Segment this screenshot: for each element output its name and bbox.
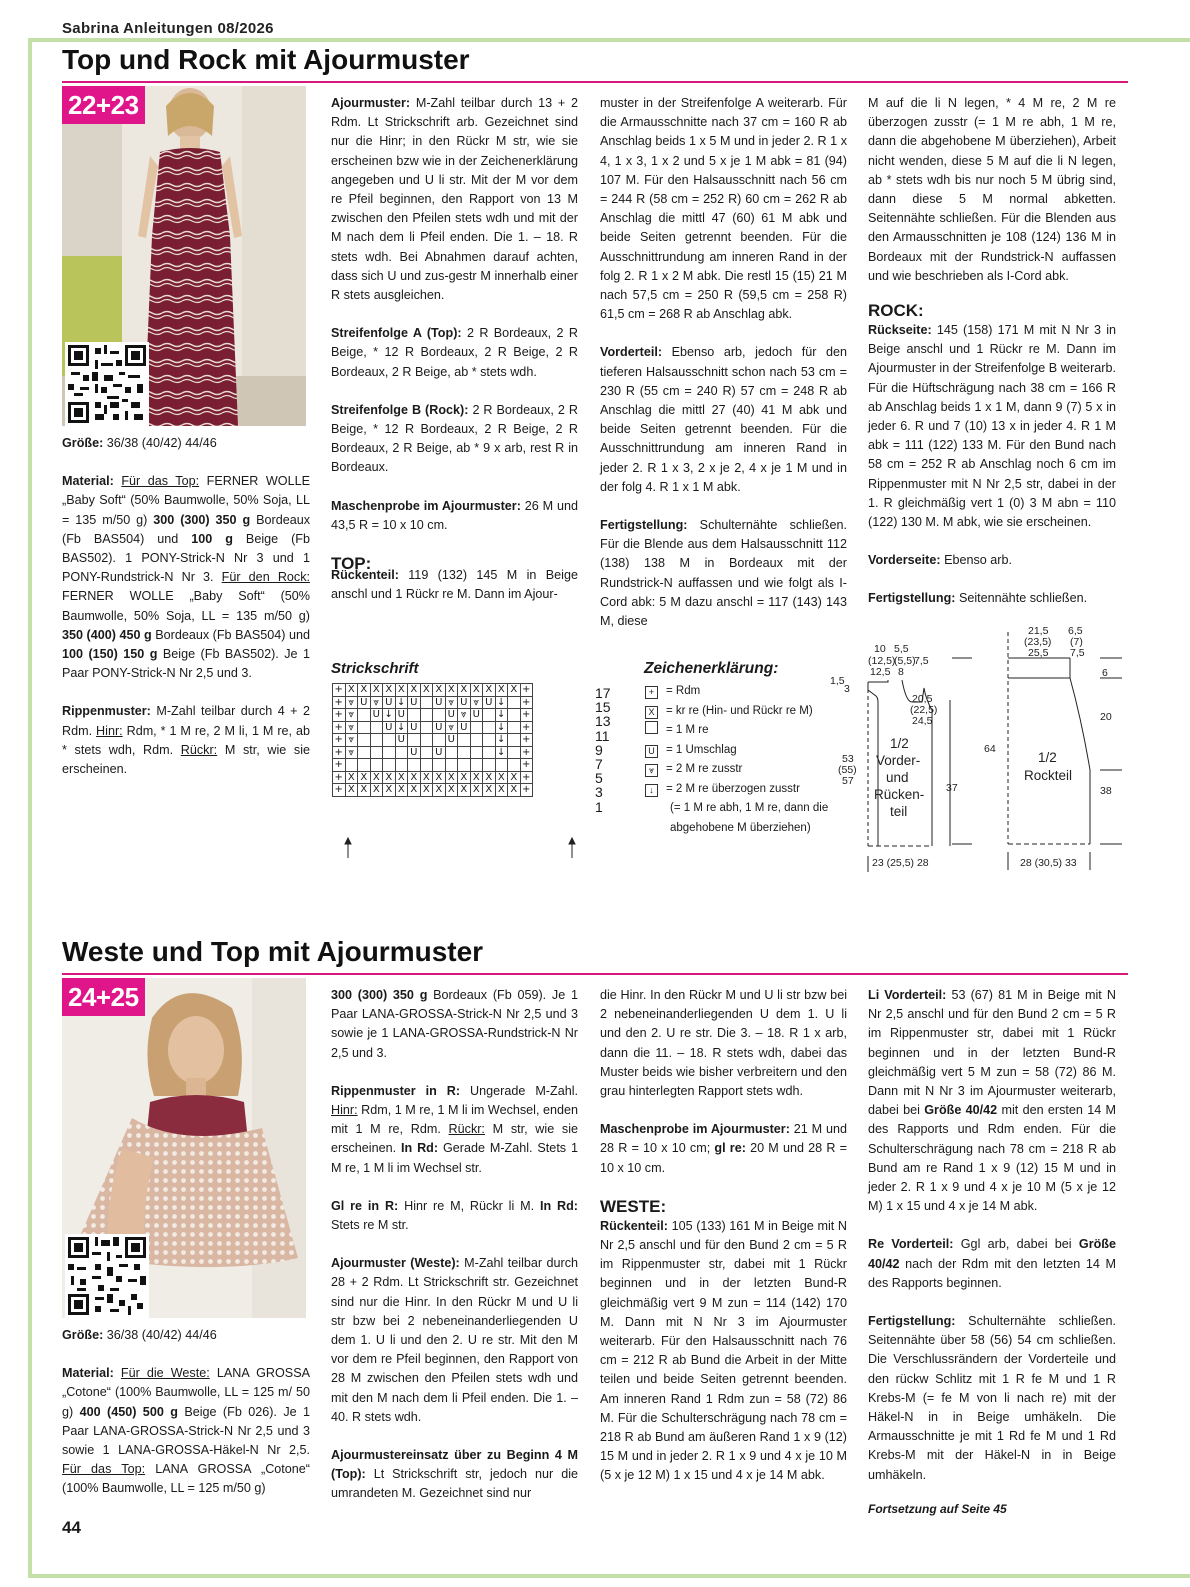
ajour-text: M-Zahl teilbar durch 13 + 2 Rdm. Lt Strickschrift arb. Gezeichnet sind nur die Hinr; in den Rückr M str, wie sie erscheinen bzw wie in der Zeichenerklärung angegeben und U li str. Mit der M vor dem re Pfeil beginnen, den Rapport von 13 M zwischen den Pfeilen stets wdh und mit der M nach dem li Pfeil enden. Die 1. – 18. R stets wdh. Bei Abnahmen darauf achten, dass sich U und zus-gestr M innerhalb einer R stets ausgleichen. xyxy=(331,96,578,303)
li-vorder-text1: 53 (67) 81 M in Beige mit N Nr 2,5 anschl und für den Bund 2 cm = 5 R im Rippenmuster str, dabei mit 1 Rückr beginnen und in der letzten Bund-R gleichmäßig vert 5 M zun = 58 (72) 86 M. Dann mit N Nr 3 im Ajourmuster weiterarb, dabei bei xyxy=(868,988,1116,1118)
zeichen-title: Zeichenerklärung: xyxy=(644,660,779,677)
m-3: 3 xyxy=(844,683,850,695)
legend-item xyxy=(645,741,828,761)
maschenprobe-label: Maschenprobe im Ajourmuster: xyxy=(331,498,521,513)
top-label-1: 1/2 xyxy=(890,736,909,751)
re-vorder-text2: nach der Rdm mit den letzten 14 M des Rapports beginnen. xyxy=(868,1256,1116,1290)
material-top2-text: LANA GROSSA „Cotone“ (100% Baumwolle, LL = 125 m/50 g) xyxy=(62,1462,311,1496)
legend-item xyxy=(645,702,828,722)
rippen-hinr: Hinr: xyxy=(96,723,123,738)
top-bottom-measure: 23 (25,5) 28 xyxy=(872,857,929,869)
rueckenteil2-text: 105 (133) 161 M in Beige mit N Nr 2,5 anschl und für den Bund 2 cm = 5 R im Rippenmuster str, dabei mit 1 Rückr beginnen und in der letzten Bund-R gleichmäßig vert 9 M zun = 114 (142) 170 M. Dann mit N Nr 3 im Ajourmuster weiterarb. Für den Halsausschnitt nach 76 cm = 212 R ab Bund die Arbeit in der Mitte teilen und beide Seiten getrennt beenden. Am inneren Rand 1 Rdm zun = 58 (72) 86 M. Für die Schulterschrägung nach 78 cm = 218 R ab Bund am äußeren Rand 1 x 9 (12) 15 M und in jeder 2. R 1 x 9 und 4 x je 10 M (5 x je 12 M) 1 x 15 und 4 x je 14 M abk. xyxy=(600,1218,847,1483)
streifen-b-text: 2 R Bordeaux, 2 R Beige, * 12 R Bordeaux, 2 R Beige, 2 R Bordeaux, 2 R Beige, ab * 9 x arb, rest R in Bordeaux. xyxy=(331,402,579,475)
legend-symbol: + xyxy=(645,686,658,699)
section2-col1 xyxy=(62,1326,310,1518)
rock-heading: ROCK: xyxy=(868,301,924,321)
material-top2-label: Für das Top: xyxy=(62,1462,146,1477)
rippen2-text1: Ungerade M-Zahl. xyxy=(470,1083,579,1098)
material-rock-text3: Beige (Fb BAS502). Je 1 Paar PONY-Strick-N Nr 2,5 und 3. xyxy=(62,647,310,681)
material-top-text: FERNER WOLLE „Baby Soft“ (50% Baumwolle, 50% Soja, LL = 135 m/50 g) xyxy=(62,474,311,527)
material-top-text3: Beige (Fb BAS502). 1 PONY-Strick-N Nr 3 und 1 PONY-Rundstrick-N Nr 3. xyxy=(62,531,310,585)
material-top-amount: 300 (300) 350 g xyxy=(153,512,251,527)
top-label-4: Rücken- xyxy=(874,787,925,802)
legend-list xyxy=(645,682,828,838)
groesse-label: Größe: xyxy=(62,436,104,450)
section2-title: Weste und Top mit Ajourmuster xyxy=(62,936,484,967)
section1-badge: 22+23 xyxy=(62,86,145,124)
fertig-top-label: Fertigstellung: xyxy=(600,518,688,533)
material-rock-amount2: 100 (150) 150 g xyxy=(62,647,158,662)
material-weste-text2: Beige (Fb 026). Je 1 Paar LANA-GROSSA-Strick-N Nr 2,5 und 3 sowie 1 LANA-GROSSA-Häkel-N Nr 2,5. xyxy=(62,1404,311,1458)
section1-rule xyxy=(62,81,1128,83)
fertig-rock-label: Fertigstellung: xyxy=(868,591,956,606)
re-vorder-label: Re Vorderteil: xyxy=(868,1237,954,1252)
m-255: 25,5 xyxy=(1028,647,1049,659)
section1-photo xyxy=(62,86,306,426)
rippen-rueckr: Rückr: xyxy=(180,742,218,757)
row-number: 11 xyxy=(595,727,610,744)
legend-text: = 1 M re xyxy=(666,724,709,736)
section1-rueckenteil-start: Rückenteil: 119 (132) 145 M in Beige anschl und 1 Rückr re M. Dann im Ajour- xyxy=(331,568,578,602)
rueckenteil-label: Rückenteil: xyxy=(331,568,399,582)
material-top-text2: Bordeaux (Fb BAS504) und xyxy=(62,512,311,546)
rippen2-label: Rippenmuster in R: xyxy=(331,1083,461,1098)
maschenprobe2-label: Maschenprobe im Ajourmuster: xyxy=(600,1122,790,1137)
section2-col3: die Hinr. In den Rückr M und U li str bzw bei 2 nebeneinanderliegenden U dem 1. U li und den 2. U re str. Die 3. – 18. R 1 x arb, dann die 11. – 18. R stets wdh, dabei das Muster beids wie bisher verbreitern und den grau hinterlegten Rapport stets wdh. Maschenprobe im Ajourmuster: 21 M und 28 R = 10 x 10 cm; gl re: 20 M und 28 R = 10 x 10 cm. WESTE: Rückenteil: 105 (133) 161 M in Beige mit N Nr 2,5 anschl und für den Bund 2 cm = 5 R im Rippenmuster str, dabei mit 1 Rückr beginnen und in der letzten Bund-R gleichmäßig vert 9 M zun = 114 (142) 170 M. Dann mit N Nr 3 im Ajourmuster weiterarb. Für den Halsausschnitt nach 76 cm = 212 R ab Bund die Arbeit in der Mitte teilen und beide Seiten getrennt beenden. Am inneren Rand 1 Rdm zun = 58 (72) 86 M. Für die Schulterschrägung nach 78 cm = 218 R ab Bund am äußeren Rand 1 x 9 (12) 15 M und in jeder 2. R 1 x 9 und 4 x je 10 M (5 x je 12 M) 1 x 15 und 4 x je 14 M abk. xyxy=(600,988,848,1483)
streifen-b-label: Streifenfolge B (Rock): xyxy=(331,402,469,417)
legend-symbol xyxy=(645,721,658,734)
li-vorder-size: Größe 40/42 xyxy=(924,1103,998,1118)
rippen2-rueckr: Rückr: xyxy=(448,1122,485,1137)
material-top-label: Für das Top: xyxy=(121,474,200,489)
section1-col4: M auf die li N legen, * 4 M re, 2 M re überzogen zusstr (= 1 M re abh, 1 M re, dann die abgehobene M überziehen), Arbeit nicht wenden, diese 5 M auf die li N legen, ab * stets wdh bis nur noch 5 M übrig sind, dann diese 5 M normal abketten. Seitennähte schließen. Für die Blenden aus den Armausschnitten je 108 (124) 136 M in Bordeaux mit der Rundstrick-N auffassen und wie beschrieben als I-Cord abk. ROCK: Rückseite: 145 (158) 171 M mit N Nr 3 in Beige anschl und 1 Rückr re M. Dann im Ajourmuster in der Streifenfolge B weiterarb. Für die Hüftschrägung nach 38 cm = 166 R ab Anschlag beids 1 x 1 M, dann 9 (7) 5 x in jeder 6. R und 7 (10) 13 x in jeder 4. R 1 M abk = 111 (122) 133 M. Für den Bund nach 58 cm = 252 R ab Anschlag noch 6 cm im Rippenmuster mit N Nr 2,5 str, dabei in der 1. R gleichmäßig vert 1 (0) 3 M abn = 110 (122) 130 M. M abk, wie sie erscheinen. Vorderseite: Ebenso arb. Fertigstellung: Seitennähte schließen. xyxy=(868,96,1116,606)
m-245: 24,5 xyxy=(912,715,933,727)
section1-col3: muster in der Streifenfolge A weiterarb. Für die Armausschnitte nach 37 cm = 160 R ab Anschlag beids 1 x 5 M und in jeder 2. R 1 x 4, 1 x 3, 1 x 2 und 5 x je 1 M abk = 81 (94) 107 M. Für den Halsausschnitt nach 56 cm = 244 R (58 cm = 252 R) 60 cm = 262 R ab Anschlag die mittl 47 (60) 61 M abk und beide Seiten getrennt beenden. Für die Ausschnittrundung am inneren Rand in der folg 2. R 1 x 2 M abk. Die restl 15 (15) 21 M nach 57,5 cm = 250 R (59,5 cm = 258 R) 61,5 cm = 268 R ab Anschlag abk. Vorderteil: Ebenso arb, jedoch für den tieferen Halsausschnitt schon nach 53 cm = 230 R (55 cm = 240 R) 57 cm = 248 R ab Anschlag die mittl 27 (40) 41 M abk und beide Seiten getrennt beenden. Für die Ausschnittrundung am inneren Rand in jeder 2. R 1 x 3, 2 x je 2, 4 x je 1 M und in der folg 4. R 1 x 1 M abk. Fertigstellung: Schulternähte schließen. Für die Blende aus dem Halsausschnitt 112 (138) 138 M in Bordeaux mit der Rundstrick-N auffassen und wie folgt als I-Cord abk: 5 M dazu anschl = 117 (143) 143 M, diese xyxy=(600,96,847,629)
section2-col2: 300 (300) 350 g Bordeaux (Fb 059). Je 1 Paar LANA-GROSSA-Strick-N Nr 2,5 und 3 sowie je 1 LANA-GROSSA-Rundstrick-N Nr 2,5 und 3. Rippenmuster in R: Ungerade M-Zahl. Hinr: Rdm, 1 M re, 1 M li im Wechsel, enden mit 1 M re, Rdm. Rückr: M str, wie sie erscheinen. In Rd: Gerade M-Zahl. Stets 1 M re, 1 M li im Wechsel str. Gl re in R: Hinr re M, Rückr li M. In Rd: Stets re M str. Ajourmuster (Weste): M-Zahl teilbar durch 28 + 2 Rdm. Lt Strickschrift str. Gezeichnet sind nur die Hinr. In den Rückr M und U li str bzw bei 2 nebeneinanderliegenden U dem 1. U li und den 2. U re str. Mit den M vor dem re Pfeil beginnen, den Rapport von 28 M zwischen den Pfeilen stets wdh und mit den M nach dem li Pfeil enden. Die 1. – 40. R stets wdh. Ajourmustereinsatz über zu Beginn 4 M (Top): Lt Strickschrift str, jedoch nur die umrandeten M. Gezeichnet sind nur xyxy=(331,988,579,1501)
section2-qr-code[interactable] xyxy=(65,1234,149,1318)
glre-rd-label: In Rd: xyxy=(539,1198,578,1213)
row-number: 7 xyxy=(595,756,603,773)
top-label-3: und xyxy=(886,770,909,785)
row-number: 15 xyxy=(595,699,611,716)
material-label: Material: xyxy=(62,474,114,489)
legend-note1: (= 1 M re abh, 1 M re, dann die xyxy=(670,802,829,814)
material2-label: Material: xyxy=(62,1366,114,1381)
material-rock-text2: Bordeaux (Fb BAS504) und xyxy=(155,627,311,642)
section1-col2 xyxy=(331,94,578,574)
material-rock-amount: 350 (400) 450 g xyxy=(62,627,152,642)
legend-text: = 1 Umschlag xyxy=(666,743,737,756)
rippen2-text2: Rdm, 1 M re, 1 M li im Wechsel, enden mit 1 M re, Rdm. xyxy=(331,1103,579,1137)
rippen-text2: Rdm, * 1 M re, 2 M li, 1 M re, ab * stets wdh, Rdm. xyxy=(62,723,310,757)
qr-code-icon xyxy=(68,1237,146,1315)
legend-item xyxy=(645,760,828,780)
m-125a: (12,5) xyxy=(868,655,896,667)
fertig2-label: Fertigstellung: xyxy=(868,1314,956,1329)
m-215: 21,5 xyxy=(1028,625,1049,637)
fertig-rock-text: Seitennähte schließen. xyxy=(958,591,1088,606)
rock-label-2: Rockteil xyxy=(1024,768,1073,783)
page-number: 44 xyxy=(62,1518,81,1537)
vorderteil-text: Ebenso arb, jedoch für den tieferen Halsausschnitt schon nach 53 cm = 230 R (55 cm = 240 R) 57 cm = 248 R ab Anschlag die mittl 27 (40) 41 M abk und beide Seiten getrennt beenden. Für die Ausschnittrundung am inneren Rand in jeder 2. R 1 x 3, 2 x je 2, 4 x je 1 M und in der folg 4. R 1 x 1 M abk. xyxy=(600,345,847,494)
vorderseite-label: Vorderseite: xyxy=(868,553,941,568)
legend-item xyxy=(645,780,828,800)
top-label-2: Vorder- xyxy=(876,753,921,768)
fertig2-text: Schulternähte schließen. Seitennähte über 58 (56) 54 cm schließen. Die Verschlussrändern der Vorderteile und den rückw Schlitz mit 1 R fe M und 1 R Krebs-M (= fe M von li nach re) mit der Häkel-N in in Beige umhäkeln. Die Armausschnitte je mit 1 Rd fe M und 1 Rd Krebs-M mit der Häkel-N in in Beige umhäkeln. xyxy=(868,1314,1116,1482)
groesse2-label: Größe: xyxy=(62,1328,104,1342)
arrow-up-icon xyxy=(345,838,351,844)
m-55a: 5,5 xyxy=(894,643,909,655)
m-55b: (5,5) xyxy=(894,655,916,667)
m-53: 53 xyxy=(842,753,854,765)
rippen2-text3: M str, wie sie erscheinen. xyxy=(331,1122,579,1156)
rock-label-1: 1/2 xyxy=(1038,750,1057,765)
material-rock-text: FERNER WOLLE „Baby Soft“ (50% Baumwolle, 50% Soja, LL = 135 m/50 g) xyxy=(62,589,310,623)
ajour2-text: M-Zahl teilbar durch 28 + 2 Rdm. Lt Strickschrift str. Gezeichnet sind nur die Hinr. In den Rückr M und U li str bzw bei 2 nebeneinanderliegenden U dem 1. U li und den 2. U re str. Mit den M vor dem re Pfeil beginnen, den Rapport von 28 M zwischen den Pfeilen stets wdh und mit den M nach dem li Pfeil enden. Die 1. – 40. R stets wdh. xyxy=(331,1256,578,1424)
m-38: 38 xyxy=(1100,785,1112,797)
m-125b: 12,5 xyxy=(870,666,891,678)
section1-title: Top und Rock mit Ajourmuster xyxy=(62,44,470,75)
section1-col1 xyxy=(62,434,310,798)
section2-photo xyxy=(62,978,306,1318)
row-number: 17 xyxy=(595,685,611,701)
ajour-label: Ajourmuster: xyxy=(331,96,411,110)
einsatz-label: Ajourmustereinsatz über zu Beginn 4 M (Top): xyxy=(331,1448,578,1482)
section2-rule xyxy=(62,973,1128,975)
maschenprobe-text: 26 M und 43,5 R = 10 x 10 cm. xyxy=(331,498,579,532)
section2-col4 xyxy=(868,986,1116,1538)
strickschrift-grid: + X X X X X X X X X X X X X X + + ⩔ U ⩔ U ↓ U U ⩔ U ⩔ U ↓ + + ⩔ U ↓ U U ⩔ U ↓ + + ⩔ U ↓ U U ⩔ U ↓ + + ⩔ U U ↓ + + ⩔ U U ↓ + + + + X X X X X X X X X X X X X X + + X X X X X X X X X X X X X X + xyxy=(332,683,533,797)
top-label-5: teil xyxy=(890,804,908,819)
streifen-a-label: Streifenfolge A (Top): xyxy=(331,326,462,341)
issue-header: Sabrina Anleitungen 08/2026 xyxy=(62,20,274,37)
rippen-text3: M str, wie sie erscheinen. xyxy=(62,742,311,777)
row-number: 9 xyxy=(595,741,603,758)
m-64: 64 xyxy=(984,743,996,755)
groesse2-value: 36/38 (40/42) 44/46 xyxy=(106,1328,217,1342)
material-weste-amount: 400 (450) 500 g xyxy=(79,1404,178,1419)
legend-text: = 2 M re überzogen zusstr xyxy=(666,782,800,795)
legend-text: = kr re (Hin- und Rückr re M) xyxy=(666,704,813,717)
glre-text1: Hinr re M, Rückr li M. xyxy=(404,1198,535,1213)
maschenprobe2-text2: 20 M und 28 R = 10 x 10 cm. xyxy=(600,1141,848,1175)
m-235: (23,5) xyxy=(1024,636,1052,648)
m-225: (22,5) xyxy=(910,704,938,716)
glre-text2: Stets re M str. xyxy=(331,1218,409,1233)
m-6: 6 xyxy=(1102,667,1108,679)
li-vorder-text2: mit den ersten 14 M des Rapports und Rdm enden. Für die Schulterschrägung nach 78 cm = 218 R ab Bund am re Rand 1 x 9 (12) 15 M und in jeder 2. R 1 x 9 und 4 x je 10 M (5 x je 12 M) 1 x 15 und 4 x je 14 M abk. xyxy=(868,1103,1117,1214)
legend-text: = Rdm xyxy=(666,685,701,697)
row-number: 5 xyxy=(595,770,603,787)
m-20: 20 xyxy=(1100,711,1112,723)
section2-badge: 24+25 xyxy=(62,978,145,1016)
legend-symbol: U xyxy=(645,745,658,758)
m-65: 6,5 xyxy=(1068,625,1083,637)
legend-symbol: X xyxy=(645,706,658,719)
section1-qr-code[interactable] xyxy=(65,342,149,426)
rippen-text1: M-Zahl teilbar durch 4 + 2 Rdm. xyxy=(62,704,310,738)
material-weste-text: LANA GROSSA „Cotone“ (100% Baumwolle, LL = 125 m/ 50 g) xyxy=(62,1366,311,1419)
glre-label: Gl re in R: xyxy=(331,1198,399,1213)
m-15: 1,5 xyxy=(830,675,845,687)
maschenprobe2-text1: 21 M und 28 R = 10 x 10 cm; xyxy=(600,1122,848,1156)
strickschrift-title: Strickschrift xyxy=(331,660,419,677)
qr-code-icon xyxy=(68,345,146,423)
m-205: 20,5 xyxy=(912,693,933,705)
legend-symbol: ⩔ xyxy=(645,764,658,777)
legend-note2: abgehobene M überziehen) xyxy=(670,821,811,834)
m-55: (55) xyxy=(838,764,857,776)
rippen-label: Rippenmuster: xyxy=(62,704,151,719)
schnitt-rock-diagram xyxy=(952,622,1124,880)
rippen2-rd-label: In Rd: xyxy=(401,1141,439,1156)
legend-text: = 2 M re zusstr xyxy=(666,763,743,775)
re-vorder-text1: Ggl arb, dabei bei xyxy=(960,1237,1072,1252)
m-7: (7) xyxy=(1070,636,1083,648)
rapport-arrows xyxy=(340,836,580,860)
li-vorder-label: Li Vorderteil: xyxy=(868,988,947,1002)
rippen2-text4: Gerade M-Zahl. Stets 1 M re, 1 M li im Wechsel str. xyxy=(331,1141,578,1175)
row-number: 13 xyxy=(595,713,611,730)
rueckenteil2-label: Rückenteil: xyxy=(600,1218,668,1233)
material-top-amount2: 100 g xyxy=(191,531,233,546)
rippen2-hinr: Hinr: xyxy=(331,1103,358,1118)
m-8: 8 xyxy=(898,666,904,678)
fortsetzung-link[interactable]: Fortsetzung auf Seite 45 xyxy=(868,1501,1007,1516)
rueckseite-text: 145 (158) 171 M mit N Nr 3 in Beige anschl und 1 Rückr re M. Dann im Ajourmuster in der Streifenfolge B weiterarb. Für die Hüftschrägung nach 38 cm = 166 R ab Anschlag beids 1 x 1 M, dann 9 (7) 5 x in jeder 6. R und 7 (10) 13 x in jeder 4. R 1 M abk = 111 (122) 133 M. Für den Bund nach 58 cm = 252 R ab Anschlag noch 6 cm im Rippenmuster mit N Nr 2,5 str, dabei in der 1. R gleichmäßig vert 1 (0) 3 M abn = 110 (122) 130 M. M abk, wie sie erscheinen. xyxy=(868,323,1116,530)
maschenprobe2-glre: gl re: xyxy=(714,1141,746,1156)
m-57: 57 xyxy=(842,775,854,787)
material-top2-text2: Bordeaux (Fb 059). Je 1 Paar LANA-GROSSA-Strick-N Nr 2,5 und 3 sowie je 1 LANA-GROSSA-Rundstrick-N Nr 2,5 und 3. xyxy=(331,988,578,1060)
m-37: 37 xyxy=(946,782,958,794)
groesse-value: 36/38 (40/42) 44/46 xyxy=(106,436,217,450)
material-weste-label: Für die Weste: xyxy=(120,1366,210,1381)
row-number: 1 xyxy=(595,798,603,815)
row-number: 3 xyxy=(595,784,603,801)
legend-item xyxy=(645,721,828,741)
m-75: 7,5 xyxy=(1070,647,1085,659)
rock-bottom-measure: 28 (30,5) 33 xyxy=(1020,857,1077,869)
material-top2-amount: 300 (300) 350 g xyxy=(331,988,428,1002)
streifen-a-text: 2 R Bordeaux, 2 R Beige, * 12 R Bordeaux, 2 R Beige, 2 R Bordeaux, 2 R Beige, ab * stets wdh. xyxy=(331,326,579,379)
arrow-up-icon xyxy=(569,838,575,844)
legend-symbol: ↓ xyxy=(645,784,658,797)
material-rock-label: Für den Rock: xyxy=(221,570,311,585)
top-heading: TOP: xyxy=(331,554,372,574)
vorderseite-text: Ebenso arb. xyxy=(944,553,1012,568)
rueckseite-label: Rückseite: xyxy=(868,323,932,338)
legend-item xyxy=(645,682,828,702)
vorderteil-label: Vorderteil: xyxy=(600,345,663,360)
m-75: 7,5 xyxy=(914,655,929,667)
ajour2-label: Ajourmuster (Weste): xyxy=(331,1256,460,1271)
m-10: 10 xyxy=(874,643,886,655)
re-vorder-size: Größe 40/42 xyxy=(868,1237,1117,1271)
weste-heading: WESTE: xyxy=(600,1196,667,1216)
strickschrift-row-numbers xyxy=(595,686,611,814)
